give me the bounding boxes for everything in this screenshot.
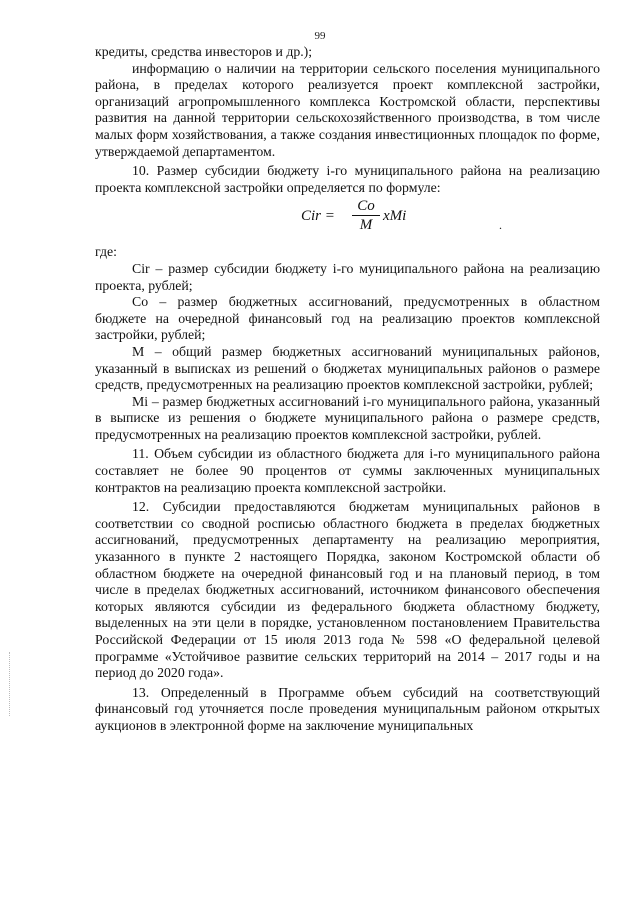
formula-multiplier: xMi	[383, 208, 407, 225]
paragraph-where: где:	[95, 244, 117, 260]
formula-trailing-mark: .	[499, 218, 502, 233]
formula-fraction	[352, 198, 380, 233]
paragraph-item-12: 12. Субсидии предоставляются бюджетам муниципальных районов в соответствии со сводной росписью областного бюджета в пределах бюджетных ассигнований, предусмотренных департаменту на реализацию мероприятия, указанного в пункте 2 настоящего Порядка, законом Костромской области об областном бюджете на очередной финансовый год и на плановый период, в том числе в пределах бюджетных ассигнований, источником финансового обеспечения которых являются субсидии из федерального бюджета областному бюджету, выделенных на эти цели в порядке, установленном постановлением Правительства Российской Федерации от 15 июля 2013 года № 598 «О федеральной целевой программе «Устойчивое развитие сельских территорий на 2014 – 2017 годы и на период до 2020 года».	[95, 499, 600, 681]
definition-co: Co – размер бюджетных ассигнований, предусмотренных в областном бюджете на очередной финансовый год на реализацию проектов комплексной застройки, рублей;	[95, 294, 600, 343]
formula-numerator: Co	[357, 198, 375, 215]
formula-lhs: Cir =	[301, 208, 335, 225]
fraction-bar	[352, 215, 380, 216]
paragraph-item-13: 13. Определенный в Программе объем субсидий на соответствующий финансовый год уточняется после проведения муниципальным районом открытых аукционов в электронной форме на заключение муниципальных	[95, 684, 600, 733]
page-number: 99	[314, 30, 326, 42]
definition-mi: Mi – размер бюджетных ассигнований i-го муниципального района, указанный в выписке из решения о бюджете муниципального района о размере средств, предусмотренных на реализацию проектов комплексной застройки, рублей.	[95, 393, 600, 442]
document-body	[95, 44, 600, 735]
paragraph-information: информацию о наличии на территории сельского поселения муниципального района, в пределах которого реализуется проект комплексной застройки, организаций агропромышленного комплекса Костромской области, перспективы развития на данной территории сельскохозяйственного производства, в том числе малых форм хозяйствования, а также создания инвестиционных площадок по форме, утверждаемой департаментом.	[95, 60, 600, 159]
paragraph-item-10: 10. Размер субсидии бюджету i-го муниципального района на реализацию проекта комплексной застройки определяется по формуле:	[95, 163, 600, 195]
definition-cir: Cir – размер субсидии бюджету i-го муниципального района на реализацию проекта, рублей;	[95, 260, 600, 293]
definition-m: M – общий размер бюджетных ассигнований муниципальных районов, указанный в выписках из решений о бюджетах муниципальных районов о размере средств, предусмотренных на реализацию проектов комплексной застройки, рублей;	[95, 343, 600, 393]
formula-denominator: M	[359, 217, 373, 234]
subsidy-formula	[95, 197, 600, 241]
paragraph-item-11: 11. Объем субсидии из областного бюджета для i-го муниципального района составляет не более 90 процентов от суммы заключенных муниципальных контрактов на реализацию проекта комплексной застройки.	[95, 446, 600, 495]
scan-margin-mark	[9, 652, 11, 716]
paragraph-continuation: кредиты, средства инвесторов и др.);	[95, 44, 313, 59]
